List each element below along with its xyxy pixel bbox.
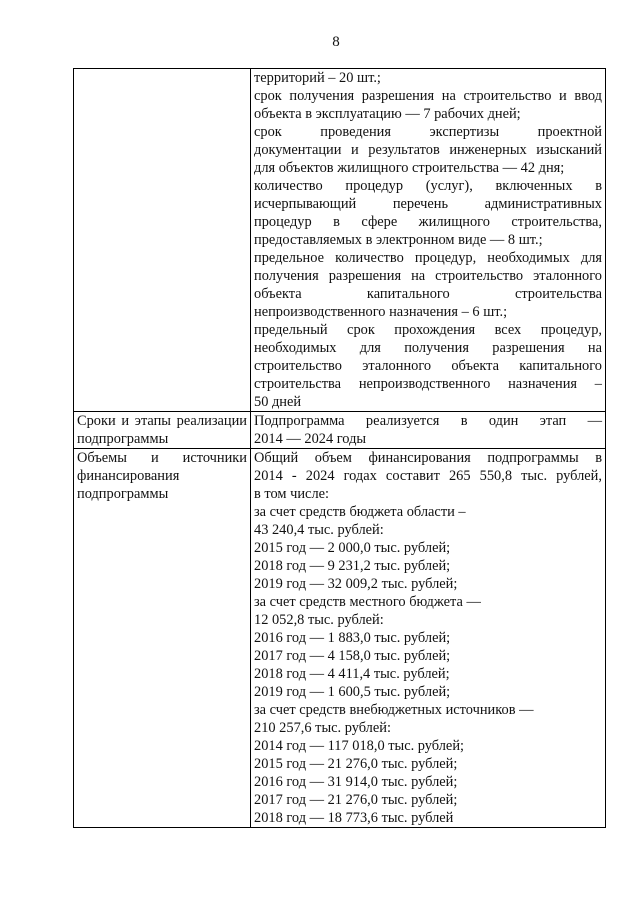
text-line: 2018 год — 9 231,2 тыс. рублей; (254, 558, 451, 574)
text-line: подпрограммы (77, 431, 169, 447)
text-line: количество процедур (услуг), включенных в (254, 178, 602, 194)
text-line: документации и результатов инженерных изысканий (254, 142, 602, 158)
table-body (74, 69, 606, 828)
text-line: 2016 год — 31 914,0 тыс. рублей; (254, 774, 458, 790)
text-line: в том числе: (254, 486, 330, 502)
text-line: объекта в эксплуатацию — 7 рабочих дней; (254, 106, 521, 122)
text-line: предоставляемых в электронном виде — 8 шт.; (254, 232, 543, 248)
table-row (74, 412, 606, 449)
text-line: Общий объем финансирования подпрограммы в (254, 450, 602, 466)
text-line: Объемы и источники (77, 450, 247, 466)
row-value-cell (251, 412, 606, 449)
text-line: за счет средств внебюджетных источников — (254, 702, 534, 718)
text-line: срок проведения экспертизы проектной (254, 124, 602, 140)
table-row (74, 69, 606, 412)
row-value-cell (251, 69, 606, 412)
text-line: предельный срок прохождения всех процедур, (254, 322, 602, 338)
text-line: 2018 год — 18 773,6 тыс. рублей (254, 810, 454, 826)
row-label-cell (74, 412, 251, 449)
row-label-cell (74, 449, 251, 828)
row-value-cell (251, 449, 606, 828)
text-line: 2014 год — 117 018,0 тыс. рублей; (254, 738, 465, 754)
text-line: для объектов жилищного строительства — 42 дня; (254, 160, 565, 176)
text-line: 12 052,8 тыс. рублей: (254, 612, 384, 628)
text-line: за счет средств бюджета области – (254, 504, 466, 520)
text-line: 50 дней (254, 394, 302, 410)
text-line: 43 240,4 тыс. рублей: (254, 522, 384, 538)
text-line: 2015 год — 21 276,0 тыс. рублей; (254, 756, 458, 772)
text-line: объекта капитального строительства (254, 286, 602, 302)
text-line: финансирования (77, 468, 180, 484)
passport-table (73, 68, 606, 828)
text-line: 2018 год — 4 411,4 тыс. рублей; (254, 666, 450, 682)
text-line: 2016 год — 1 883,0 тыс. рублей; (254, 630, 451, 646)
text-line: подпрограммы (77, 486, 169, 502)
table-row (74, 449, 606, 828)
text-line: 2015 год — 2 000,0 тыс. рублей; (254, 540, 451, 556)
text-line: территорий – 20 шт.; (254, 70, 381, 86)
text-line: необходимых для получения разрешения на (254, 340, 602, 356)
text-line: Сроки и этапы реализации (77, 413, 247, 429)
text-line: 2019 год — 1 600,5 тыс. рублей; (254, 684, 451, 700)
page-number: 8 (332, 34, 340, 50)
text-line: 210 257,6 тыс. рублей: (254, 720, 391, 736)
text-line: 2014 — 2024 годы (254, 431, 367, 447)
text-line: строительства непроизводственного назначения – (254, 376, 602, 392)
text-line: процедур в сфере жилищного строительства, (254, 214, 602, 230)
text-line: 2019 год — 32 009,2 тыс. рублей; (254, 576, 458, 592)
text-line: строительство эталонного объекта капитального (254, 358, 602, 374)
text-line: 2014 - 2024 годах составит 265 550,8 тыс. рублей, (254, 468, 602, 484)
text-line: исчерпывающий перечень административных (254, 196, 602, 212)
text-line: Подпрограмма реализуется в один этап — (254, 413, 602, 429)
text-line: срок получения разрешения на строительство и ввод (254, 88, 602, 104)
row-label-cell (74, 69, 251, 412)
text-line: 2017 год — 21 276,0 тыс. рублей; (254, 792, 458, 808)
text-line: непроизводственного назначения – 6 шт.; (254, 304, 508, 320)
text-line: 2017 год — 4 158,0 тыс. рублей; (254, 648, 451, 664)
text-line: предельное количество процедур, необходимых для (254, 250, 602, 266)
text-line: за счет средств местного бюджета — (254, 594, 481, 610)
text-line: получения разрешения на строительство эталонного (254, 268, 602, 284)
